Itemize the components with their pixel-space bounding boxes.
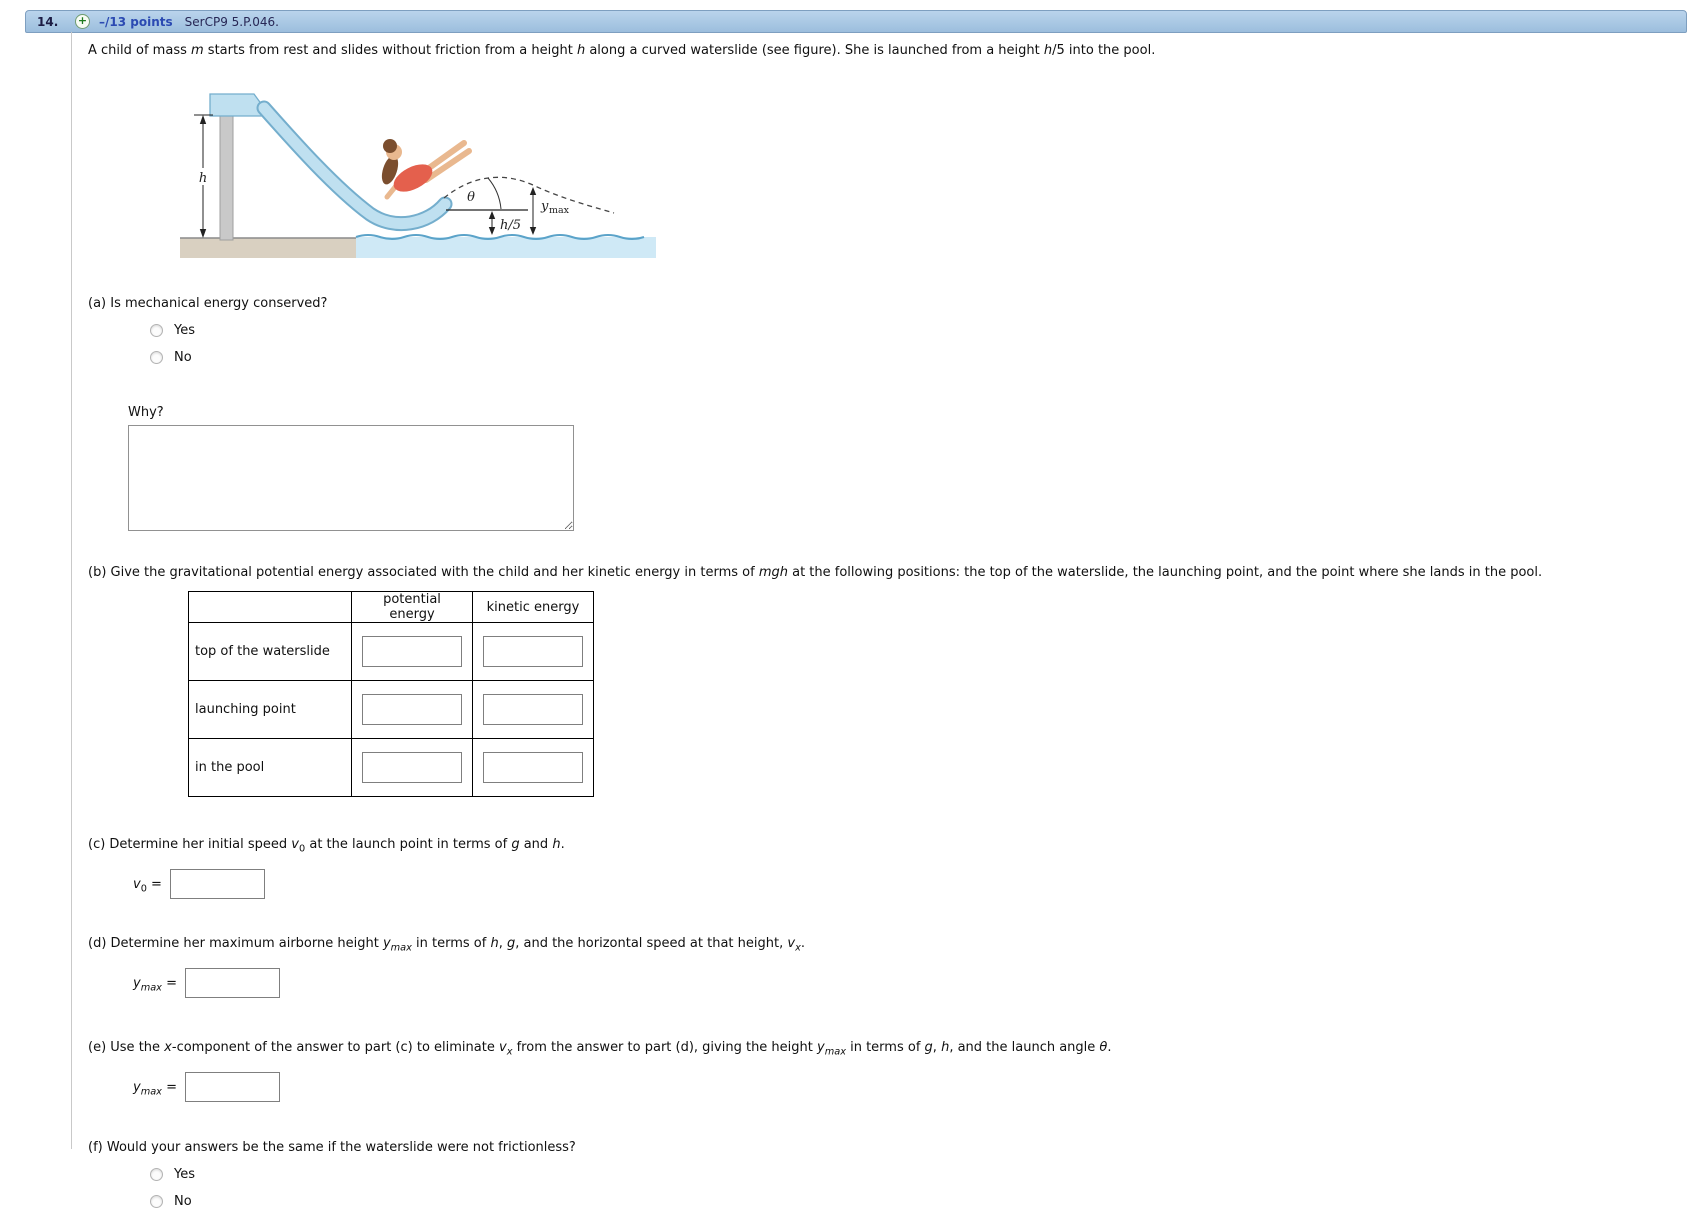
figure-label-theta: θ: [467, 190, 475, 205]
question-e-label: (e) Use the x-component of the answer to part (c) to eliminate $v_x$ from the answer to part (d), giving the height $y_{max}$ in terms of g, h, and the launch angle θ.: [88, 1040, 1112, 1058]
ymax-equals-label-e: $y_{max}$ =: [133, 1079, 177, 1098]
waterslide-figure-svg: [180, 88, 660, 260]
child-on-slide: [379, 139, 469, 197]
question-a-no-label: No: [174, 350, 192, 365]
h-over-5-arrow: [489, 211, 495, 235]
child-hair-top: [383, 139, 397, 153]
question-f-no-radio[interactable]: [150, 1195, 163, 1208]
question-a-label: (a) Is mechanical energy conserved?: [88, 296, 328, 311]
question-a-option-yes: [150, 323, 1668, 338]
table-row: [189, 739, 594, 797]
figure-label-h: h: [198, 171, 208, 186]
energy-table-corner-cell: [189, 592, 352, 623]
table-row: [189, 623, 594, 681]
ymax-d-answer-input[interactable]: [185, 968, 280, 998]
why-label: Why?: [128, 405, 164, 420]
why-textarea[interactable]: [128, 425, 574, 531]
question-f-yes-label: Yes: [174, 1167, 195, 1182]
ke-in-the-pool-input[interactable]: [483, 752, 583, 783]
v0-equals-label: $v_0$ =: [133, 876, 162, 895]
question-a-option-no: [150, 350, 1668, 365]
figure-label-h5: h/5: [500, 218, 522, 233]
ymax-e-answer-input[interactable]: [185, 1072, 280, 1102]
question-c-label: (c) Determine her initial speed $v_0$ at the launch point in terms of g and h.: [88, 837, 565, 855]
question-f-label: (f) Would your answers be the same if the waterslide were not frictionless?: [88, 1140, 576, 1155]
question-c-answer-row: [133, 869, 1668, 899]
question-header-bar: [25, 10, 1687, 33]
question-f-no-label: No: [174, 1194, 192, 1209]
slide-pillar: [220, 116, 233, 240]
points-label: –/13 points: [99, 14, 173, 29]
pe-in-the-pool-input[interactable]: [362, 752, 462, 783]
question-f-option-yes: [150, 1167, 1668, 1182]
question-f-option-no: [150, 1194, 1668, 1209]
question-a-no-radio[interactable]: [150, 351, 163, 364]
ymax-arrow: [530, 187, 536, 235]
energy-table: [188, 591, 594, 797]
left-rule-divider: [71, 32, 72, 1149]
table-row: [189, 681, 594, 739]
ke-top-of-waterslide-input[interactable]: [483, 636, 583, 667]
ke-launching-point-input[interactable]: [483, 694, 583, 725]
pe-launching-point-input[interactable]: [362, 694, 462, 725]
row-label-launching-point: launching point: [189, 681, 352, 739]
row-label-top-of-waterslide: top of the waterslide: [189, 623, 352, 681]
pe-top-of-waterslide-input[interactable]: [362, 636, 462, 667]
waterslide-figure: [180, 88, 660, 260]
question-a-yes-radio[interactable]: [150, 324, 163, 337]
problem-statement: A child of mass m starts from rest and slides without friction from a height h along a curved waterslide (see figure). She is launched from a height h/5 into the pool.: [88, 43, 1156, 58]
question-number: 14.: [37, 14, 59, 29]
question-e-answer-row: [133, 1072, 1668, 1102]
figure-label-ymax: y: [541, 199, 549, 214]
figure-label-ymax-sub: max: [549, 205, 570, 216]
question-f-yes-radio[interactable]: [150, 1168, 163, 1181]
question-b-label: (b) Give the gravitational potential energy associated with the child and her kinetic energy in terms of mgh at the following positions: the top of the waterslide, the launching point, and the point where she lands in the pool.: [88, 565, 1543, 580]
kinetic-energy-column-header: kinetic energy: [473, 592, 594, 623]
source-code-label: SerCP9 5.P.046.: [184, 14, 279, 29]
question-a-yes-label: Yes: [174, 323, 195, 338]
expand-plus-icon[interactable]: +: [75, 14, 90, 29]
potential-energy-column-header: potential energy: [352, 592, 473, 623]
v0-answer-input[interactable]: [170, 869, 265, 899]
question-d-answer-row: [133, 968, 1668, 998]
question-body: [88, 43, 1668, 1209]
ymax-equals-label-d: $y_{max}$ =: [133, 975, 177, 994]
question-d-label: (d) Determine her maximum airborne height $y_{max}$ in terms of h, g, and the horizontal speed at that height, $v_x$.: [88, 936, 805, 954]
row-label-in-the-pool: in the pool: [189, 739, 352, 797]
pool-water: [356, 237, 656, 258]
theta-arc: [488, 178, 501, 209]
